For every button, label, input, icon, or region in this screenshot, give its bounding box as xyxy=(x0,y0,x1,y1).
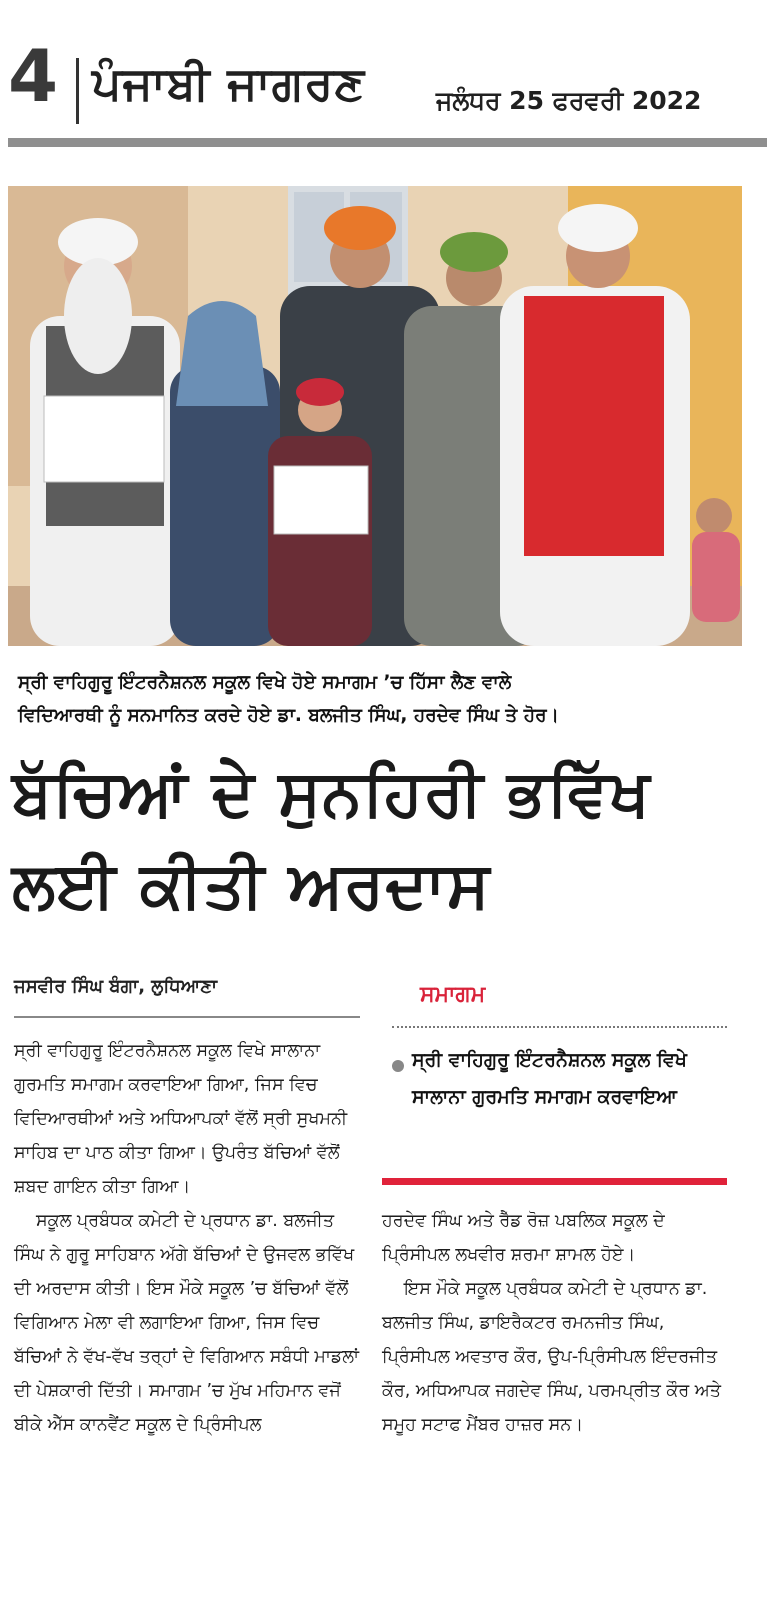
paragraph: ਇਸ ਮੌਕੇ ਸਕੂਲ ਪ੍ਰਬੰਧਕ ਕਮੇਟੀ ਦੇ ਪ੍ਰਧਾਨ ਡਾ. ਬਲਜੀਤ ਸਿੰਘ, ਡਾਇਰੈਕਟਰ ਰਮਨਜੀਤ ਸਿੰਘ, ਪ੍ਰਿੰਸੀਪਲ ਅਵਤਾਰ ਕੌਰ, ਉਪ-ਪ੍ਰਿੰਸੀਪਲ ਇੰਦਰਜੀਤ ਕੌਰ, ਅਧਿਆਪਕ ਜਗਦੇਵ ਸਿੰਘ, ਪਰਮਪ੍ਰੀਤ ਕੌਰ ਅਤੇ ਸਮੂਹ ਸਟਾਫ ਮੈਂਬਰ ਹਾਜ਼ਰ ਸਨ। xyxy=(382,1279,722,1435)
byline: ਜਸਵੀਰ ਸਿੰਘ ਬੰਗਾ, ਲੁਧਿਆਣਾ xyxy=(14,976,218,997)
sidebar-dotted-rule xyxy=(392,1026,727,1028)
article-headline xyxy=(12,748,757,932)
byline-rule xyxy=(14,1016,360,1018)
caption-line: ਸ੍ਰੀ ਵਾਹਿਗੁਰੂ ਇੰਟਰਨੈਸ਼ਨਲ ਸਕੂਲ ਵਿਖੇ ਹੋਏ ਸਮਾਗਮ ’ਚ ਹਿੱਸਾ ਲੈਣ ਵਾਲੇ xyxy=(18,672,512,693)
masthead xyxy=(0,0,767,150)
headline-line: ਲਈ ਕੀਤੀ ਅਰਦਾਸ xyxy=(12,849,491,923)
bullet-icon xyxy=(392,1060,404,1072)
paragraph: ਸ੍ਰੀ ਵਾਹਿਗੁਰੂ ਇੰਟਰਨੈਸ਼ਨਲ ਸਕੂਲ ਵਿਖੇ ਸਾਲਾਨਾ ਗੁਰਮਤਿ ਸਮਾਗਮ ਕਰਵਾਇਆ ਗਿਆ, ਜਿਸ ਵਿਚ ਵਿਦਿਆਰਥੀਆਂ ਅਤੇ ਅਧਿਆਪਕਾਂ ਵੱਲੋਂ ਸ੍ਰੀ ਸੁਖਮਨੀ ਸਾਹਿਬ ਦਾ ਪਾਠ ਕੀਤਾ ਗਿਆ। ਉਪਰੰਤ ਬੱਚਿਆਂ ਵੱਲੋਂ ਸ਼ਬਦ ਗਾਇਨ ਕੀਤਾ ਗਿਆ। xyxy=(14,1041,348,1197)
masthead-divider xyxy=(76,58,79,124)
article-body-right xyxy=(382,1204,730,1442)
paragraph: ਸਕੂਲ ਪ੍ਰਬੰਧਕ ਕਮੇਟੀ ਦੇ ਪ੍ਰਧਾਨ ਡਾ. ਬਲਜੀਤ ਸਿੰਘ ਨੇ ਗੁਰੂ ਸਾਹਿਬਾਨ ਅੱਗੇ ਬੱਚਿਆਂ ਦੇ ਉਜਵਲ ਭਵਿੱਖ ਦੀ ਅਰਦਾਸ ਕੀਤੀ। ਇਸ ਮੌਕੇ ਸਕੂਲ ’ਚ ਬੱਚਿਆਂ ਵੱਲੋਂ ਵਿਗਿਆਨ ਮੇਲਾ ਵੀ ਲਗਾਇਆ ਗਿਆ, ਜਿਸ ਵਿਚ ਬੱਚਿਆਂ ਨੇ ਵੱਖ-ਵੱਖ ਤਰ੍ਹਾਂ ਦੇ ਵਿਗਿਆਨ ਸਬੰਧੀ ਮਾਡਲਾਂ ਦੀ ਪੇਸ਼ਕਾਰੀ ਦਿੱਤੀ। ਸਮਾਗਮ ’ਚ ਮੁੱਖ ਮਹਿਮਾਨ ਵਜੋਂ ਬੀਕੇ ਐੱਸ ਕਾਨਵੈਂਟ ਸਕੂਲ ਦੇ ਪ੍ਰਿੰਸੀਪਲ xyxy=(14,1211,359,1435)
masthead-rule xyxy=(8,138,767,147)
paragraph: ਹਰਦੇਵ ਸਿੰਘ ਅਤੇ ਰੈੱਡ ਰੋਜ਼ ਪਬਲਿਕ ਸਕੂਲ ਦੇ ਪ੍ਰਿੰਸੀਪਲ ਲਖਵੀਰ ਸ਼ਰਮਾ ਸ਼ਾਮਲ ਹੋਏ। xyxy=(382,1211,665,1265)
photo-caption xyxy=(18,666,748,732)
caption-line: ਵਿਦਿਆਰਥੀ ਨੂੰ ਸਨਮਾਨਿਤ ਕਰਦੇ ਹੋਏ ਡਾ. ਬਲਜੀਤ ਸਿੰਘ, ਹਰਦੇਵ ਸਿੰਘ ਤੇ ਹੋਰ। xyxy=(18,705,560,726)
sidebar-title: ਸਮਾਗਮ xyxy=(420,982,486,1007)
photo-illustration xyxy=(8,186,742,646)
dateline: ਜਲੰਧਰ 25 ਫਰਵਰੀ 2022 xyxy=(436,86,702,115)
sidebar-red-rule xyxy=(382,1178,727,1185)
article-photo xyxy=(8,186,742,646)
newspaper-logo: ਪੰਜਾਬੀ ਜਾਗਰਣ xyxy=(92,56,366,110)
article-body-left xyxy=(14,1034,362,1442)
sidebar-summary: ਸ੍ਰੀ ਵਾਹਿਗੁਰੂ ਇੰਟਰਨੈਸ਼ਨਲ ਸਕੂਲ ਵਿਖੇ ਸਾਲਾਨਾ ਗੁਰਮਤਿ ਸਮਾਗਮ ਕਰਵਾਇਆ xyxy=(412,1049,687,1108)
page-number: 4 xyxy=(8,34,59,118)
headline-line: ਬੱਚਿਆਂ ਦੇ ਸੁਨਹਿਰੀ ਭਵਿੱਖ xyxy=(12,757,651,831)
